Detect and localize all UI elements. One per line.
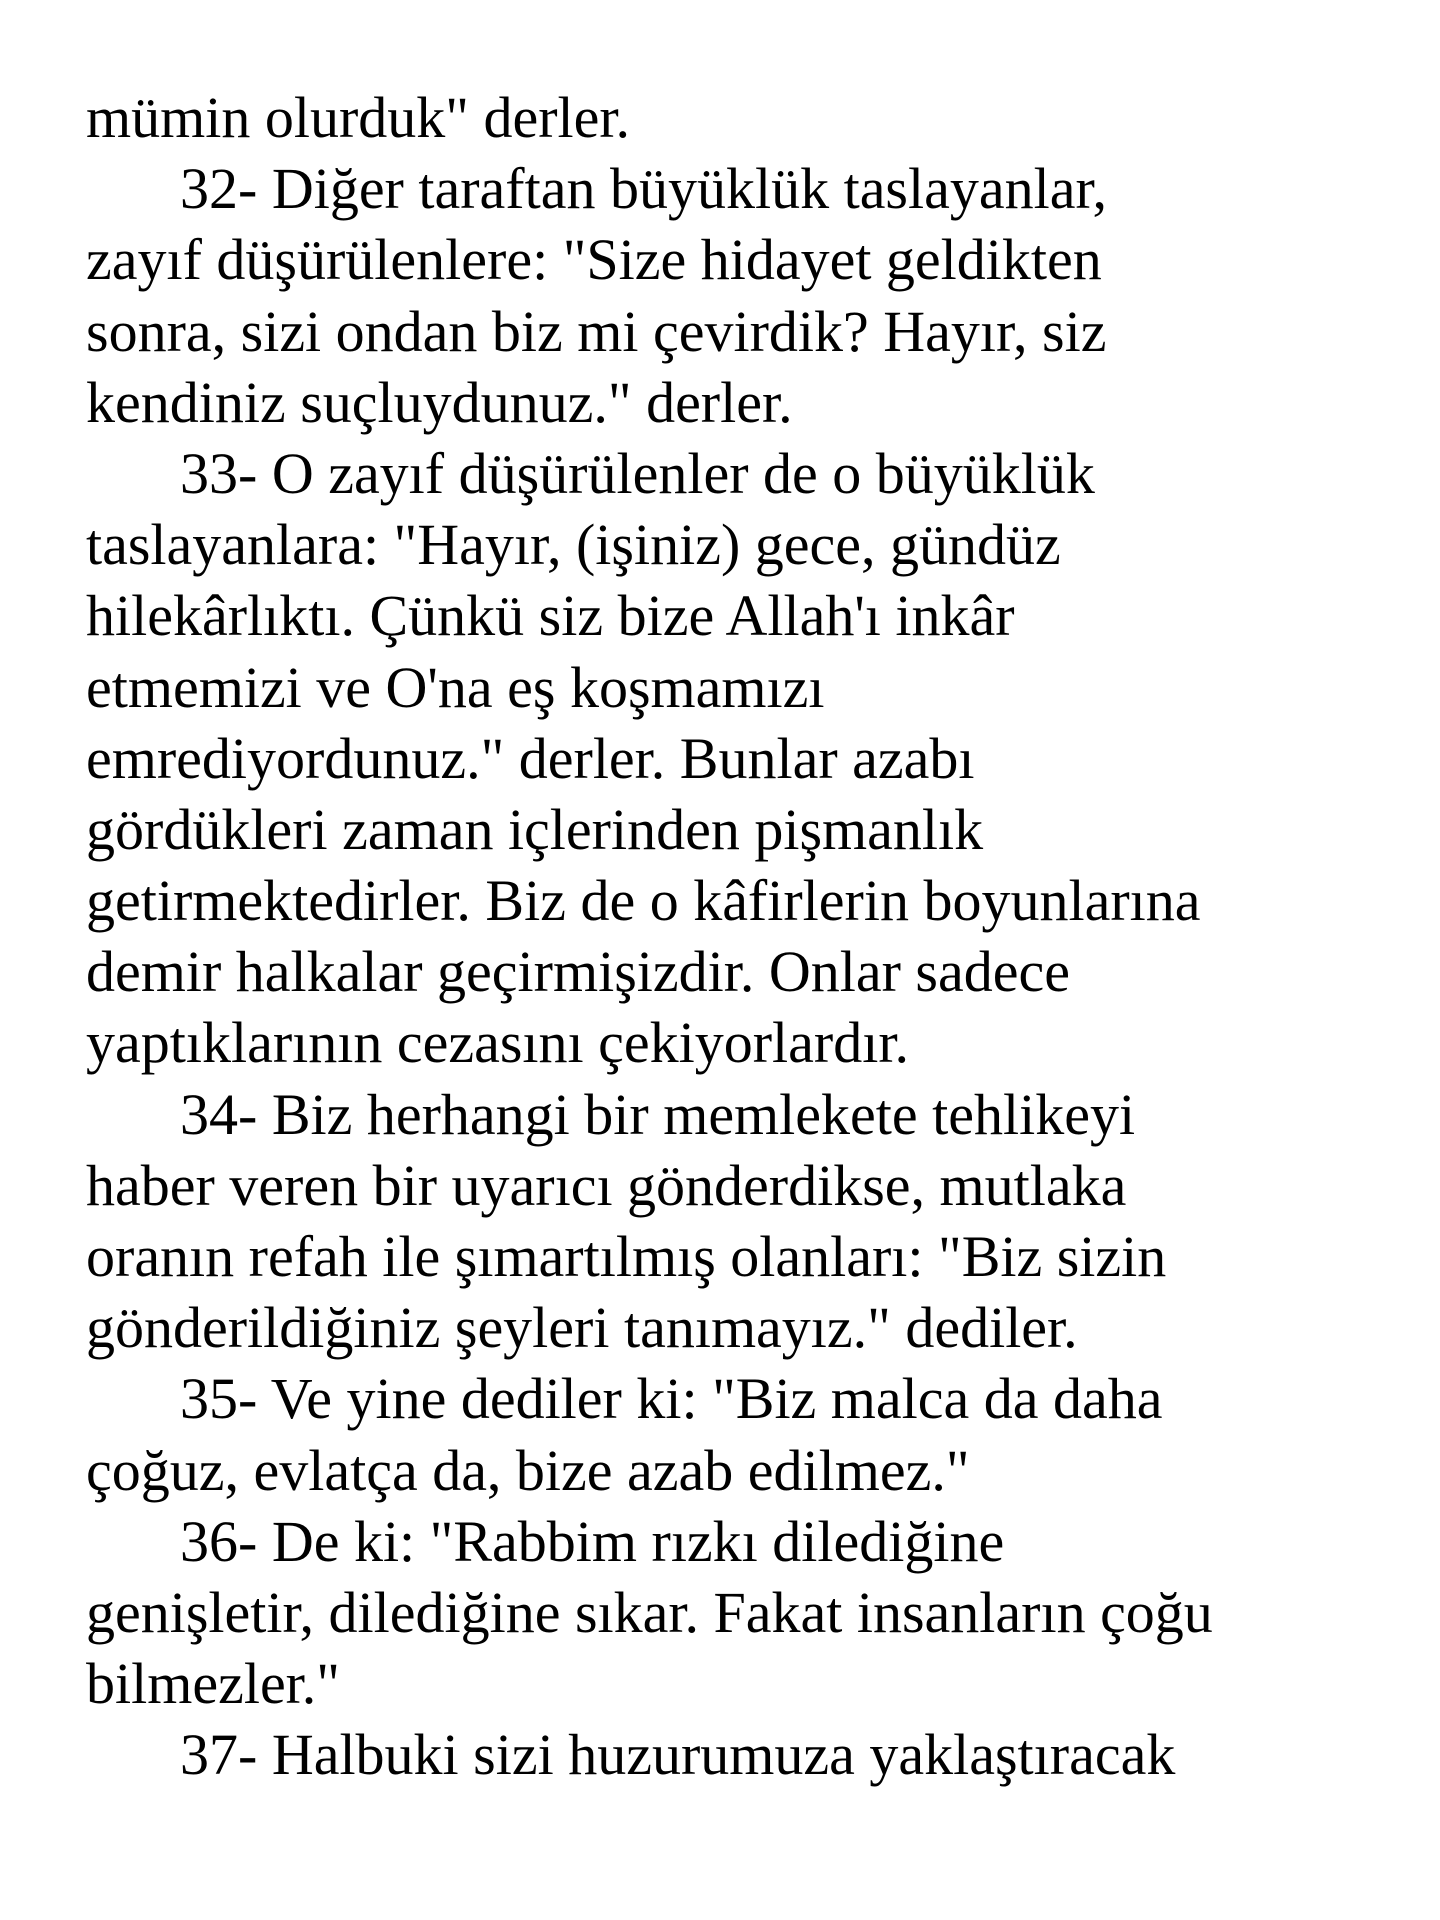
verse-33-start: 33- O zayıf düşürülenler de o büyüklük bbox=[180, 440, 1095, 506]
verse-34-start: 34- Biz herhangi bir memlekete tehlikeyi bbox=[180, 1081, 1136, 1147]
text-line-22: genişletir, dilediğine sıkar. Fakat insanların çoğu bbox=[86, 1579, 1213, 1645]
text-line-8: hilekârlıktı. Çünkü siz bize Allah'ı inkâr bbox=[86, 583, 1015, 649]
text-line-9: etmemizi ve O'na eş koşmamızı bbox=[86, 654, 825, 720]
text-line-1: mümin olurduk" derler. bbox=[86, 85, 630, 150]
text-line-7: taslayanlara: "Hayır, (işiniz) gece, gündüz bbox=[86, 512, 1061, 578]
verse-32-start: 32- Diğer taraftan büyüklük taslayanlar, bbox=[180, 156, 1107, 222]
text-line-5: kendiniz suçluydunuz." derler. bbox=[86, 369, 793, 435]
text-line-20: çoğuz, evlatça da, bize azab edilmez." bbox=[86, 1437, 970, 1503]
document-page bbox=[86, 82, 1406, 1791]
verse-37-start: 37- Halbuki sizi huzurumuza yaklaştıracak bbox=[180, 1722, 1176, 1788]
text-line-18: gönderildiğiniz şeyleri tanımayız." dediler. bbox=[86, 1295, 1078, 1361]
verse-36-start: 36- De ki: "Rabbim rızkı dilediğine bbox=[180, 1508, 1005, 1574]
text-line-4: sonra, sizi ondan biz mi çevirdik? Hayır, siz bbox=[86, 298, 1107, 364]
text-line-16: haber veren bir uyarıcı gönderdikse, mutlaka bbox=[86, 1152, 1127, 1218]
text-line-23: bilmezler." bbox=[86, 1651, 340, 1717]
text-line-17: oranın refah ile şımartılmış olanları: "Biz sizin bbox=[86, 1224, 1167, 1289]
text-line-13: demir halkalar geçirmişizdir. Onlar sadece bbox=[86, 939, 1070, 1005]
text-line-10: emrediyordunuz." derler. Bunlar azabı bbox=[86, 725, 975, 791]
text-line-3: zayıf düşürülenlere: "Size hidayet geldikten bbox=[86, 227, 1102, 293]
text-line-11: gördükleri zaman içlerinden pişmanlık bbox=[86, 796, 984, 862]
verse-35-start: 35- Ve yine dediler ki: "Biz malca da daha bbox=[180, 1366, 1163, 1432]
text-line-14: yaptıklarının cezasını çekiyorlardır. bbox=[86, 1010, 909, 1076]
text-line-12: getirmektedirler. Biz de o kâfirlerin boyunlarına bbox=[86, 868, 1201, 934]
